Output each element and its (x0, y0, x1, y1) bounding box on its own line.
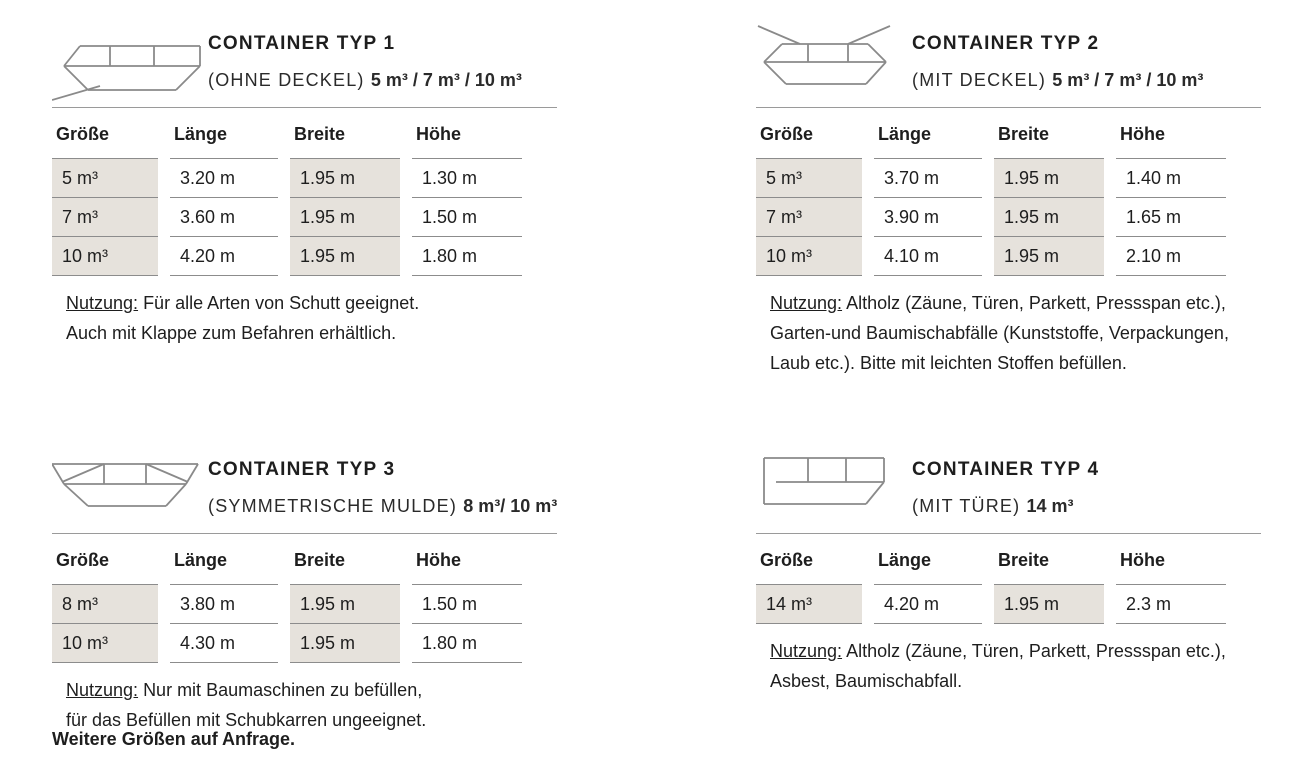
table-cell: 1.40 m (1116, 158, 1226, 197)
container-open-icon (52, 22, 212, 104)
usage-text: Altholz (Zäune, Türen, Parkett, Pressspan etc.), (846, 641, 1226, 661)
dimension-table (52, 546, 522, 663)
usage-text: Auch mit Klappe zum Befahren erhältlich. (66, 323, 397, 343)
table-row (756, 584, 1226, 624)
table-cell: 5 m³ (52, 158, 158, 197)
table-cell: 3.20 m (170, 158, 278, 197)
table-cell: 1.95 m (290, 236, 400, 276)
dimension-table (756, 120, 1226, 276)
table-cell: 1.30 m (412, 158, 522, 197)
column-header: Länge (878, 124, 932, 144)
container-title: CONTAINER TYP 2 (912, 33, 1100, 54)
usage-label: Nutzung: (770, 641, 843, 661)
table-row (756, 236, 1226, 276)
table-header-row (52, 546, 522, 584)
container-subtitle: (SYMMETRISCHE MULDE) 8 m³/ 10 m³ (208, 496, 558, 516)
usage-note (52, 288, 557, 348)
table-row (756, 197, 1226, 236)
usage-text: Für alle Arten von Schutt geeignet. (143, 293, 420, 313)
table-cell: 7 m³ (52, 197, 158, 236)
container-subtitle: (OHNE DECKEL) 5 m³ / 7 m³ / 10 m³ (208, 70, 522, 90)
container-title: CONTAINER TYP 4 (912, 459, 1100, 480)
table-cell: 1.65 m (1116, 197, 1226, 236)
table-cell: 4.20 m (874, 584, 982, 624)
table-cell: 1.95 m (290, 623, 400, 663)
table-cell: 1.95 m (994, 158, 1104, 197)
container-sizes: 5 m³ / 7 m³ / 10 m³ (1052, 70, 1204, 90)
container-door-icon (756, 448, 916, 530)
table-cell: 10 m³ (52, 623, 158, 663)
table-cell: 3.90 m (874, 197, 982, 236)
container-subtitle: (MIT TÜRE) 14 m³ (912, 496, 1074, 516)
table-cell: 1.95 m (994, 584, 1104, 624)
table-cell: 3.60 m (170, 197, 278, 236)
divider (52, 533, 557, 534)
usage-text: Garten-und Baumischabfälle (Kunststoffe, Verpackungen, (770, 323, 1229, 343)
usage-note (52, 675, 557, 735)
table-cell: 1.95 m (994, 197, 1104, 236)
table-cell: 14 m³ (756, 584, 862, 624)
table-cell: 1.95 m (994, 236, 1104, 276)
column-header: Höhe (416, 124, 461, 144)
usage-text: Nur mit Baumaschinen zu befüllen, (143, 680, 423, 700)
table-cell: 7 m³ (756, 197, 862, 236)
table-cell: 8 m³ (52, 584, 158, 623)
column-header: Größe (56, 550, 110, 570)
column-header: Breite (998, 550, 1050, 570)
table-cell: 3.80 m (170, 584, 278, 623)
container-sizes: 8 m³/ 10 m³ (463, 496, 558, 516)
column-header: Höhe (1120, 124, 1165, 144)
dimension-table (52, 120, 522, 276)
table-cell: 1.80 m (412, 236, 522, 276)
table-header-row (756, 120, 1226, 158)
table-row (52, 236, 522, 276)
container-type-2 (756, 14, 1261, 378)
usage-label: Nutzung: (66, 293, 139, 313)
usage-note (756, 636, 1261, 696)
dimension-table (756, 546, 1226, 624)
divider (756, 533, 1261, 534)
table-cell: 10 m³ (756, 236, 862, 276)
column-header: Höhe (1120, 550, 1165, 570)
table-cell: 3.70 m (874, 158, 982, 197)
table-header-row (52, 120, 522, 158)
container-type-3 (52, 440, 557, 735)
table-cell: 1.95 m (290, 197, 400, 236)
table-row (52, 623, 522, 663)
column-header: Größe (56, 124, 110, 144)
table-header-row (756, 546, 1226, 584)
usage-text: Altholz (Zäune, Türen, Parkett, Pressspan etc.), (846, 293, 1226, 313)
usage-note (756, 288, 1261, 378)
usage-label: Nutzung: (66, 680, 139, 700)
table-cell: 1.50 m (412, 197, 522, 236)
usage-text: für das Befüllen mit Schubkarren ungeeignet. (66, 710, 427, 730)
more-sizes-note: Weitere Größen auf Anfrage. (52, 729, 296, 749)
table-cell: 1.95 m (290, 584, 400, 623)
divider (756, 107, 1261, 108)
table-row (52, 584, 522, 623)
container-title: CONTAINER TYP 3 (208, 459, 396, 480)
table-row (52, 158, 522, 197)
table-cell: 5 m³ (756, 158, 862, 197)
usage-label: Nutzung: (770, 293, 843, 313)
container-subtitle: (MIT DECKEL) 5 m³ / 7 m³ / 10 m³ (912, 70, 1204, 90)
table-row (756, 158, 1226, 197)
column-header: Breite (998, 124, 1050, 144)
table-cell: 4.10 m (874, 236, 982, 276)
column-header: Länge (174, 550, 228, 570)
table-cell: 1.80 m (412, 623, 522, 663)
column-header: Länge (174, 124, 228, 144)
container-type-1 (52, 14, 557, 348)
container-type-4 (756, 440, 1261, 696)
table-cell: 1.95 m (290, 158, 400, 197)
column-header: Breite (294, 550, 346, 570)
usage-text: Laub etc.). Bitte mit leichten Stoffen befüllen. (770, 353, 1127, 373)
column-header: Länge (878, 550, 932, 570)
container-sizes: 5 m³ / 7 m³ / 10 m³ (370, 70, 522, 90)
container-sizes: 14 m³ (1026, 496, 1074, 516)
table-cell: 4.20 m (170, 236, 278, 276)
column-header: Breite (294, 124, 346, 144)
container-symmetric-icon (52, 448, 212, 530)
column-header: Größe (760, 124, 814, 144)
table-cell: 10 m³ (52, 236, 158, 276)
container-title: CONTAINER TYP 1 (208, 33, 396, 54)
column-header: Höhe (416, 550, 461, 570)
table-cell: 1.50 m (412, 584, 522, 623)
column-header: Größe (760, 550, 814, 570)
divider (52, 107, 557, 108)
table-row (52, 197, 522, 236)
container-lid-icon (756, 22, 916, 104)
table-cell: 4.30 m (170, 623, 278, 663)
usage-text: Asbest, Baumischabfall. (770, 671, 963, 691)
table-cell: 2.3 m (1116, 584, 1226, 624)
table-cell: 2.10 m (1116, 236, 1226, 276)
